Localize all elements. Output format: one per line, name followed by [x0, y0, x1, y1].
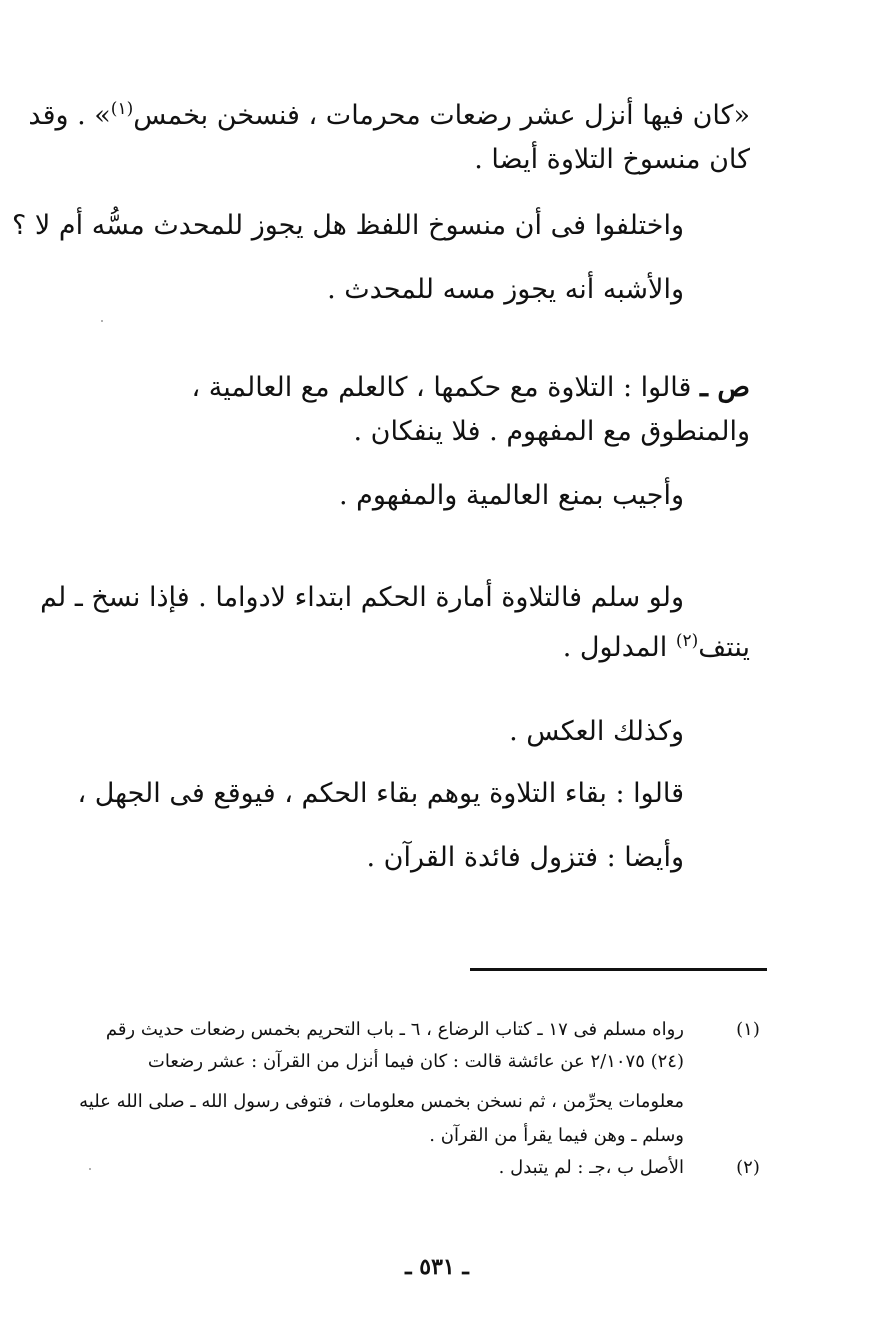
body-text: والأشبه أنه يجوز مسه للمحدث .	[327, 274, 684, 305]
body-line	[44, 774, 684, 814]
body-text: » . وقد	[28, 100, 111, 131]
body-text: والمنطوق مع المفهوم . فلا ينفكان .	[353, 416, 750, 447]
body-text: ينتف	[698, 632, 750, 663]
body-text: وأجيب بمنع العالمية والمفهوم .	[338, 480, 684, 511]
body-line	[44, 712, 684, 752]
scan-speck	[89, 1168, 91, 1170]
body-text: ولو سلم فالتلاوة أمارة الحكم ابتداء لادواما . فإذا نسخ ـ لم	[40, 582, 684, 613]
footnote-ref-2: (٢)	[675, 631, 699, 651]
body-line	[70, 628, 750, 668]
body-text: واختلفوا فى أن منسوخ اللفظ هل يجوز للمحدث مسُّه أم لا ؟	[12, 210, 684, 241]
footnote-line: الأصل ب ،جـ : لم يتبدل .	[498, 1157, 684, 1178]
footnote-line: معلومات يحرِّمن ، ثم نسخن بخمس معلومات ، فتوفى رسول الله ـ صلى الله عليه	[79, 1091, 684, 1112]
footnote-number: (١)	[736, 1019, 760, 1040]
body-line	[44, 270, 684, 310]
body-line	[28, 96, 750, 136]
body-line	[70, 412, 750, 452]
body-text: قالوا : بقاء التلاوة يوهم بقاء الحكم ، فيوقع فى الجهل ،	[77, 778, 684, 809]
footnote-line: رواه مسلم فى ١٧ ـ كتاب الرضاع ، ٦ ـ باب التحريم بخمس رضعات حديث رقم	[105, 1019, 684, 1040]
body-text: وأيضا : فتزول فائدة القرآن .	[366, 842, 684, 873]
body-text: وكذلك العكس .	[509, 716, 684, 747]
footnote-number: (٢)	[736, 1157, 760, 1178]
section-marker: ص ـ	[700, 372, 750, 403]
body-line	[70, 140, 750, 180]
body-line	[12, 206, 684, 246]
body-line	[44, 838, 684, 878]
body-line	[70, 368, 750, 408]
body-text: كان منسوخ التلاوة أيضا .	[474, 144, 750, 175]
body-line	[44, 476, 684, 516]
scan-speck	[101, 320, 103, 322]
body-text: المدلول .	[562, 632, 668, 663]
body-text: «كان فيها أنزل عشر رضعات محرمات ، فنسخن بخمس	[133, 100, 750, 131]
footnote-line: (٢٤) ٢/١٠٧٥ عن عائشة قالت : كان فيما أنزل من القرآن : عشر رضعات	[147, 1051, 684, 1072]
footnote-separator	[470, 968, 767, 971]
footnote-ref-1: (١)	[110, 99, 134, 119]
body-line	[40, 578, 684, 618]
body-text: قالوا : التلاوة مع حكمها ، كالعلم مع العالمية ،	[191, 372, 692, 403]
footnote-line: وسلم ـ وهن فيما يقرأ من القرآن .	[429, 1125, 684, 1146]
page-number: ـ ٥٣١ ـ	[405, 1254, 469, 1280]
